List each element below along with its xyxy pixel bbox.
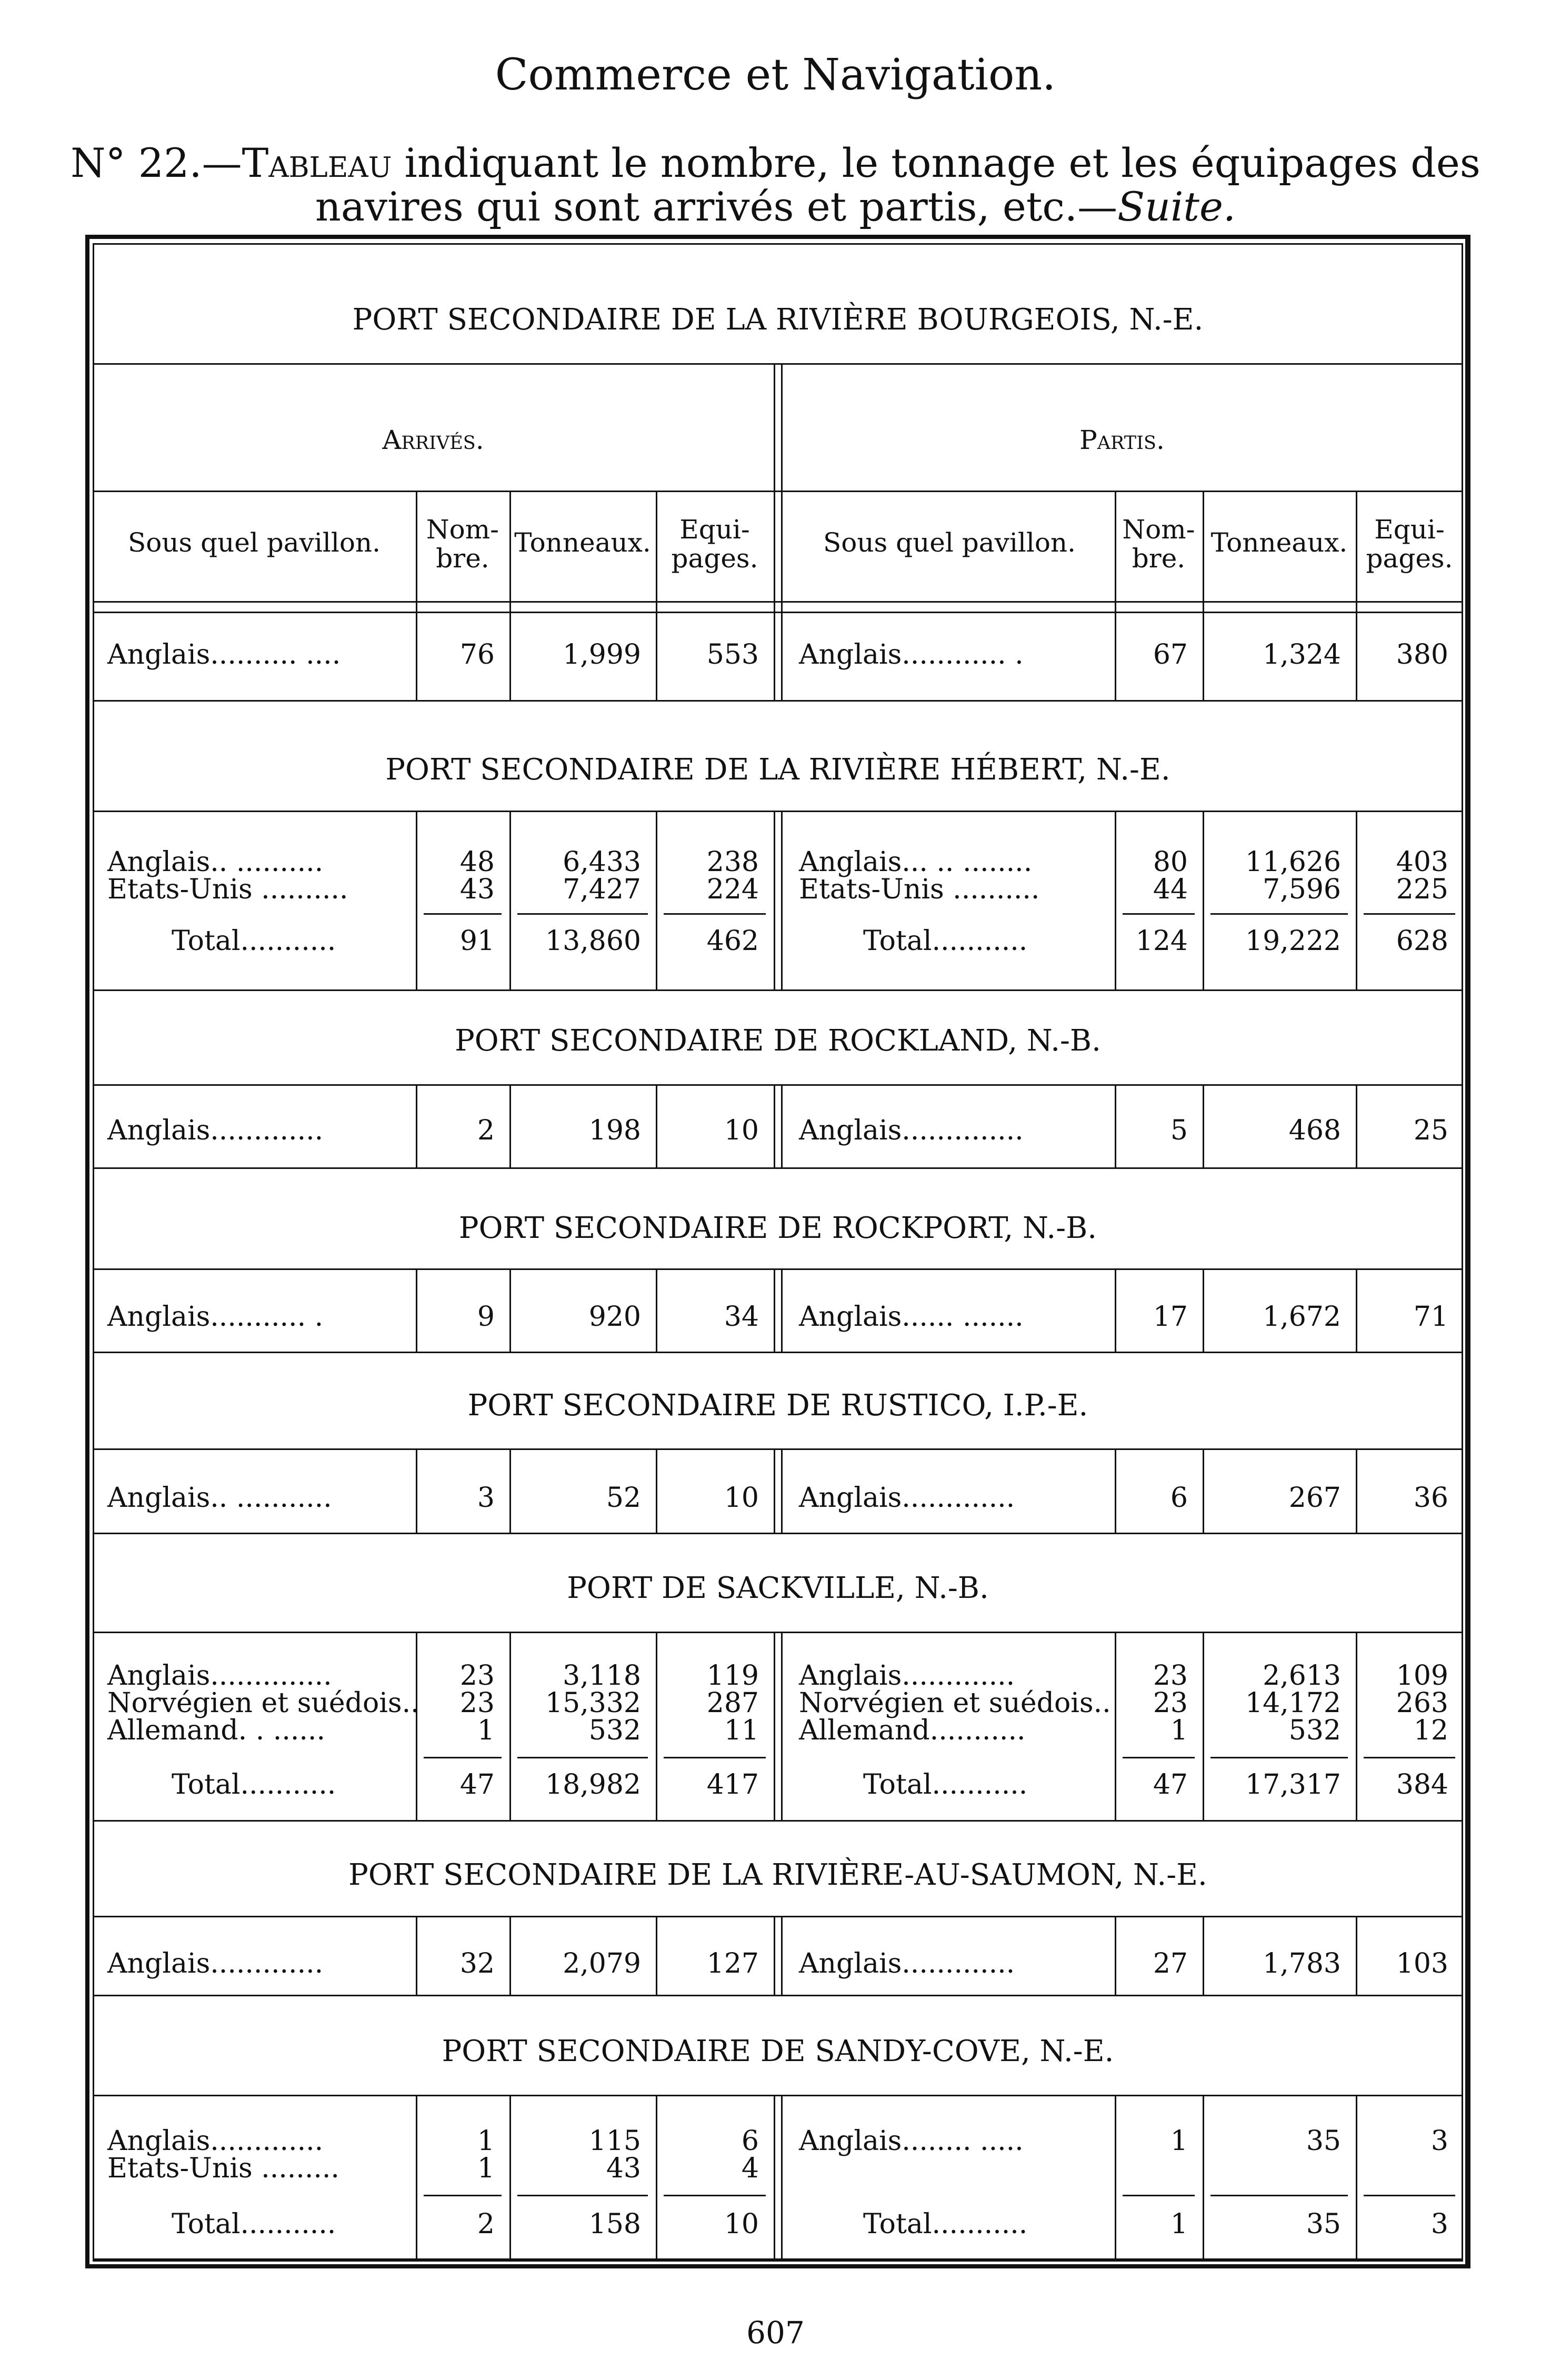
section-bottom-rule	[93, 1995, 1463, 1996]
tonneaux-cell: 2,613	[1263, 1660, 1341, 1692]
flag-cell: Etats-Unis .........	[107, 2153, 339, 2184]
rule	[93, 491, 1463, 492]
rule	[93, 1632, 1463, 1633]
half-divider	[774, 1084, 775, 1167]
equipages-cell: 553	[706, 639, 759, 671]
equipages-cell: 224	[706, 874, 759, 905]
nombre-cell: 44	[1153, 874, 1188, 905]
nombre-cell: 27	[1153, 1948, 1188, 1979]
flag-cell: Anglais.............	[107, 1115, 324, 1146]
nombre-cell: 32	[459, 1948, 495, 1979]
half-divider	[781, 363, 783, 700]
section-title: PORT DE SACKVILLE, N.-B.	[567, 1571, 989, 1605]
total-tonneaux: 13,860	[545, 925, 641, 957]
total-rule	[424, 1757, 502, 1758]
section-bottom-rule	[93, 2260, 1463, 2262]
flag-cell: Anglais.............	[799, 1482, 1015, 1514]
total-label: Total...........	[172, 2208, 336, 2240]
flag-cell: Anglais.............	[107, 2125, 324, 2157]
total-tonneaux: 17,317	[1245, 1769, 1341, 1801]
column-header-equipages: pages.	[671, 543, 758, 574]
flag-cell: Anglais.. ..........	[107, 846, 324, 878]
total-rule	[424, 913, 502, 915]
total-equipages: 3	[1430, 2208, 1448, 2240]
section-title: PORT SECONDAIRE DE LA RIVIÈRE BOURGEOIS, N.-E.	[352, 303, 1204, 337]
nombre-cell: 5	[1170, 1115, 1188, 1146]
column-header-nombre: Nom-	[426, 514, 499, 545]
rule	[93, 1084, 1463, 1086]
rule	[93, 612, 1463, 613]
total-label: Total...........	[172, 925, 336, 957]
section-title: PORT SECONDAIRE DE SANDY-COVE, N.-E.	[442, 2034, 1114, 2068]
tonneaux-cell: 7,427	[563, 874, 641, 905]
equipages-cell: 103	[1396, 1948, 1448, 1979]
tonneaux-cell: 267	[1288, 1482, 1341, 1514]
total-rule	[517, 2195, 648, 2196]
equipages-cell: 225	[1396, 874, 1448, 905]
total-equipages: 10	[724, 2208, 759, 2240]
flag-cell: Anglais.............	[799, 1948, 1015, 1979]
equipages-cell: 109	[1396, 1660, 1448, 1692]
nombre-cell: 1	[477, 1715, 495, 1746]
section-title: PORT SECONDAIRE DE LA RIVIÈRE HÉBERT, N.-E.	[385, 753, 1170, 787]
total-rule	[1364, 913, 1455, 915]
equipages-cell: 34	[724, 1301, 759, 1333]
total-rule	[1123, 2195, 1195, 2196]
equipages-cell: 287	[706, 1687, 759, 1719]
equipages-cell: 12	[1413, 1715, 1448, 1746]
table-number: N° 22.—	[71, 139, 242, 186]
half-divider	[781, 1084, 783, 1167]
total-equipages: 628	[1396, 925, 1448, 957]
total-rule	[517, 913, 648, 915]
tonneaux-cell: 532	[588, 1715, 641, 1746]
suite-label: Suite.	[1117, 183, 1236, 230]
total-tonneaux: 19,222	[1245, 925, 1341, 957]
total-nombre: 124	[1135, 925, 1188, 957]
total-rule	[1123, 913, 1195, 915]
rule	[93, 1916, 1463, 1917]
column-rule	[509, 491, 511, 700]
table-caption-line-2	[0, 183, 1551, 230]
total-nombre: 2	[477, 2208, 495, 2240]
tonneaux-cell: 1,672	[1263, 1301, 1341, 1333]
total-rule	[1364, 2195, 1455, 2196]
total-nombre: 47	[1153, 1769, 1188, 1801]
total-equipages: 384	[1396, 1769, 1448, 1801]
nombre-cell: 23	[459, 1687, 495, 1719]
caption-text-2: navires qui sont arrivés et partis, etc.—	[315, 183, 1118, 230]
section-title: PORT SECONDAIRE DE LA RIVIÈRE-AU-SAUMON, N.-E.	[348, 1858, 1207, 1892]
table-caption-line-1	[0, 139, 1551, 186]
total-rule	[664, 913, 766, 915]
nombre-cell: 17	[1153, 1301, 1188, 1333]
column-rule	[416, 491, 417, 700]
total-equipages: 462	[706, 925, 759, 957]
total-nombre: 91	[459, 925, 495, 957]
column-rule	[1115, 491, 1116, 700]
equipages-cell: 10	[724, 1115, 759, 1146]
tonneaux-cell: 11,626	[1245, 846, 1341, 878]
nombre-cell: 1	[1170, 2125, 1188, 2157]
half-divider	[774, 1632, 775, 1820]
tonneaux-cell: 115	[588, 2125, 641, 2157]
page-number: 607	[746, 2315, 805, 2351]
column-rule	[656, 491, 657, 700]
flag-cell: Anglais..............	[107, 1660, 332, 1692]
equipages-cell: 263	[1396, 1687, 1448, 1719]
table-word: Tableau	[242, 139, 392, 186]
nombre-cell: 67	[1153, 639, 1188, 671]
flag-cell: Anglais.............	[107, 1948, 324, 1979]
tonneaux-cell: 6,433	[563, 846, 641, 878]
tonneaux-cell: 1,324	[1263, 639, 1341, 671]
section-title: PORT SECONDAIRE DE ROCKLAND, N.-B.	[455, 1024, 1101, 1058]
section-bottom-rule	[93, 1820, 1463, 1822]
equipages-cell: 11	[724, 1715, 759, 1746]
total-rule	[664, 2195, 766, 2196]
equipages-cell: 4	[741, 2153, 759, 2184]
flag-cell: Norvégien et suédois..	[799, 1687, 1111, 1719]
flag-cell: Anglais.. ...........	[107, 1482, 332, 1514]
column-rule	[1203, 491, 1204, 700]
column-header-tonneaux: Tonneaux.	[1210, 527, 1348, 558]
nombre-cell: 1	[477, 2125, 495, 2157]
half-divider	[781, 811, 783, 989]
partis-header: Partis.	[1079, 425, 1165, 455]
equipages-cell: 6	[741, 2125, 759, 2157]
column-header-nombre: bre.	[436, 543, 489, 574]
arrives-header: Arrivés.	[382, 425, 484, 455]
nombre-cell: 1	[1170, 1715, 1188, 1746]
section-bottom-rule	[93, 989, 1463, 991]
section-bottom-rule	[93, 700, 1463, 702]
rule	[93, 2095, 1463, 2096]
tonneaux-cell: 3,118	[563, 1660, 641, 1692]
equipages-cell: 127	[706, 1948, 759, 1979]
nombre-cell: 48	[459, 846, 495, 878]
equipages-cell: 403	[1396, 846, 1448, 878]
half-divider	[774, 363, 775, 700]
tonneaux-cell: 43	[606, 2153, 641, 2184]
equipages-cell: 25	[1413, 1115, 1448, 1146]
half-divider	[781, 1268, 783, 1352]
column-rule	[1356, 491, 1357, 700]
rule	[93, 363, 1463, 365]
rule	[93, 1268, 1463, 1270]
half-divider	[774, 811, 775, 989]
section-bottom-rule	[93, 1533, 1463, 1534]
total-rule	[1210, 913, 1348, 915]
equipages-cell: 380	[1396, 639, 1448, 671]
total-rule	[1210, 2195, 1348, 2196]
column-header-tonneaux: Tonneaux.	[514, 527, 651, 558]
total-label: Total...........	[863, 1769, 1028, 1801]
nombre-cell: 1	[477, 2153, 495, 2184]
section-bottom-rule	[93, 1167, 1463, 1169]
flag-cell: Anglais........ .....	[799, 2125, 1024, 2157]
nombre-cell: 76	[459, 639, 495, 671]
equipages-cell: 36	[1413, 1482, 1448, 1514]
total-rule	[424, 2195, 502, 2196]
nombre-cell: 23	[1153, 1660, 1188, 1692]
total-label: Total...........	[863, 925, 1028, 957]
equipages-cell: 119	[706, 1660, 759, 1692]
flag-cell: Etats-Unis ..........	[799, 874, 1040, 905]
nombre-cell: 3	[477, 1482, 495, 1514]
half-divider	[774, 1448, 775, 1533]
flag-cell: Anglais.............	[799, 1660, 1015, 1692]
column-header-equipages: pages.	[1366, 543, 1453, 574]
column-header-equipages: Equi-	[679, 514, 750, 545]
total-equipages: 417	[706, 1769, 759, 1801]
flag-cell: Anglais........... .	[107, 1301, 324, 1333]
total-nombre: 47	[459, 1769, 495, 1801]
rule	[93, 601, 1463, 603]
nombre-cell: 2	[477, 1115, 495, 1146]
nombre-cell: 6	[1170, 1482, 1188, 1514]
flag-cell: Allemand. . ......	[107, 1715, 325, 1746]
total-nombre: 1	[1170, 2208, 1188, 2240]
column-header-nombre: Nom-	[1122, 514, 1195, 545]
tonneaux-cell: 1,999	[563, 639, 641, 671]
nombre-cell: 43	[459, 874, 495, 905]
total-label: Total...........	[863, 2208, 1028, 2240]
section-title: PORT SECONDAIRE DE ROCKPORT, N.-B.	[458, 1211, 1097, 1245]
column-header-nombre: bre.	[1132, 543, 1186, 574]
total-tonneaux: 158	[588, 2208, 641, 2240]
total-rule	[517, 1757, 648, 1758]
tonneaux-cell: 198	[588, 1115, 641, 1146]
half-divider	[781, 1632, 783, 1820]
total-rule	[1123, 1757, 1195, 1758]
equipages-cell: 71	[1413, 1301, 1448, 1333]
total-rule	[1210, 1757, 1348, 1758]
section-bottom-rule	[93, 1352, 1463, 1353]
flag-cell: Anglais.......... ....	[107, 639, 341, 671]
flag-cell: Anglais..............	[799, 1115, 1024, 1146]
half-divider	[781, 1448, 783, 1533]
half-divider	[774, 2095, 775, 2260]
column-header-equipages: Equi-	[1374, 514, 1445, 545]
nombre-cell: 23	[459, 1660, 495, 1692]
tonneaux-cell: 2,079	[563, 1948, 641, 1979]
tonneaux-cell: 532	[1288, 1715, 1341, 1746]
half-divider	[774, 1916, 775, 1995]
tonneaux-cell: 35	[1306, 2125, 1341, 2157]
half-divider	[781, 1916, 783, 1995]
flag-cell: Anglais... .. ........	[799, 846, 1033, 878]
tonneaux-cell: 52	[606, 1482, 641, 1514]
half-divider	[774, 1268, 775, 1352]
total-label: Total...........	[172, 1769, 336, 1801]
tonneaux-cell: 15,332	[545, 1687, 641, 1719]
equipages-cell: 238	[706, 846, 759, 878]
rule	[93, 1448, 1463, 1450]
caption-text: indiquant le nombre, le tonnage et les équipages des	[392, 139, 1480, 186]
half-divider	[781, 2095, 783, 2260]
rule	[93, 811, 1463, 812]
flag-cell: Allemand...........	[799, 1715, 1026, 1746]
nombre-cell: 23	[1153, 1687, 1188, 1719]
page-title: Commerce et Navigation.	[495, 50, 1056, 100]
total-rule	[664, 1757, 766, 1758]
flag-cell: Norvégien et suédois..	[107, 1687, 419, 1719]
tonneaux-cell: 920	[588, 1301, 641, 1333]
section-title: PORT SECONDAIRE DE RUSTICO, I.P.-E.	[467, 1388, 1088, 1423]
total-tonneaux: 35	[1306, 2208, 1341, 2240]
tonneaux-cell: 468	[1288, 1115, 1341, 1146]
tonneaux-cell: 14,172	[1245, 1687, 1341, 1719]
tonneaux-cell: 1,783	[1263, 1948, 1341, 1979]
flag-cell: Etats-Unis ..........	[107, 874, 348, 905]
flag-cell: Anglais............ .	[799, 639, 1024, 671]
total-rule	[1364, 1757, 1455, 1758]
total-tonneaux: 18,982	[545, 1769, 641, 1801]
column-header-pavillon: Sous quel pavillon.	[127, 527, 381, 558]
equipages-cell: 10	[724, 1482, 759, 1514]
flag-cell: Anglais...... .......	[799, 1301, 1024, 1333]
nombre-cell: 80	[1153, 846, 1188, 878]
equipages-cell: 3	[1430, 2125, 1448, 2157]
column-header-pavillon: Sous quel pavillon.	[823, 527, 1076, 558]
tonneaux-cell: 7,596	[1263, 874, 1341, 905]
nombre-cell: 9	[477, 1301, 495, 1333]
